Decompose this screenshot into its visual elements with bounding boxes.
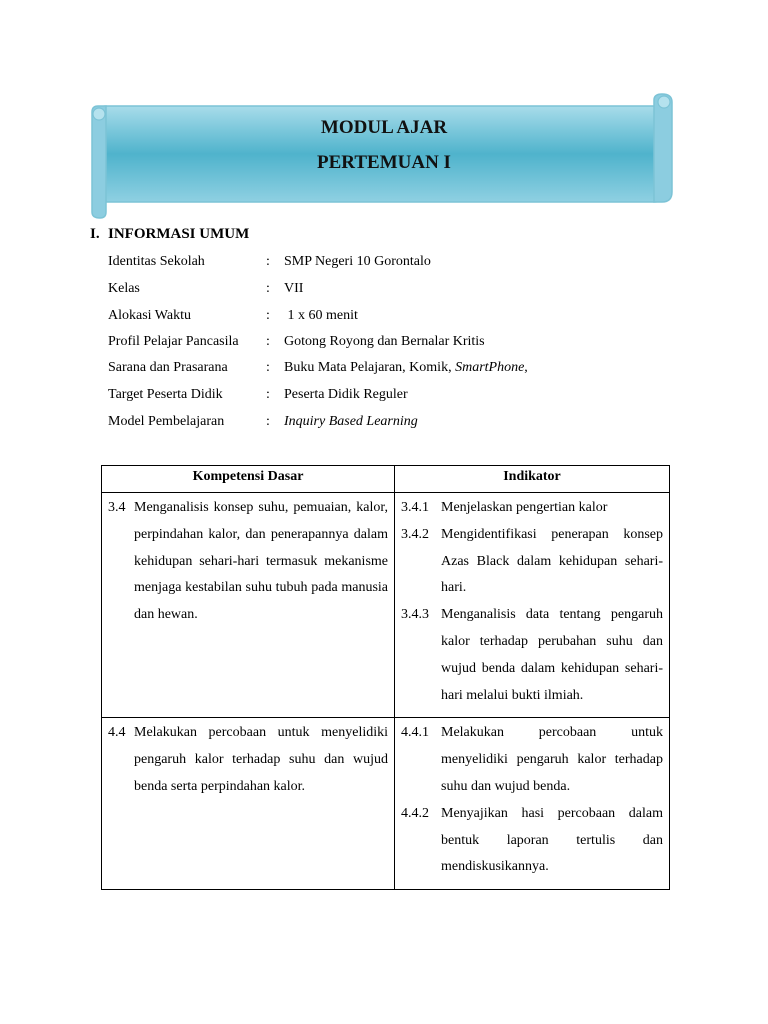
info-value: VII <box>284 281 304 296</box>
indicator-code: 4.4.2 <box>401 805 429 821</box>
kd-item <box>108 720 388 800</box>
indicator-item <box>401 522 663 602</box>
info-colon: : <box>266 254 270 269</box>
info-value-text: Buku Mata Pelajaran, Komik, <box>284 360 456 375</box>
table-header-row <box>102 466 670 493</box>
kd-code: 4.4 <box>108 725 126 741</box>
info-label: Target Peserta Didik <box>108 387 223 402</box>
meeting-title: PERTEMUAN I <box>317 152 451 173</box>
kd-code: 3.4 <box>108 500 126 515</box>
info-value-suffix: , <box>524 360 528 375</box>
info-label: Kelas <box>108 281 140 296</box>
kd-cell <box>102 718 395 890</box>
indicator-item <box>401 495 663 522</box>
info-colon: : <box>266 334 270 349</box>
section-title: INFORMASI UMUM <box>108 226 250 242</box>
section-heading <box>90 226 249 243</box>
info-value: Peserta Didik Reguler <box>284 387 408 402</box>
info-value: SMP Negeri 10 Gorontalo <box>284 254 431 269</box>
indicator-item <box>401 720 663 800</box>
info-colon: : <box>266 360 270 375</box>
info-label: Profil Pelajar Pancasila <box>108 334 239 349</box>
info-value <box>284 358 528 378</box>
indicator-cell <box>395 718 670 890</box>
kd-text: Menganalisis konsep suhu, pemuaian, kalor, perpindahan kalor, dan penerapannya dalam kehidupan sehari-hari termasuk mekanisme menjaga kestabilan suhu tubuh pada manusia dan hewan. <box>134 500 388 623</box>
info-colon: : <box>266 414 270 429</box>
info-colon: : <box>266 308 270 323</box>
indicator-item <box>401 602 663 709</box>
section-number: I. <box>90 226 100 242</box>
kd-text: Melakukan percobaan untuk menyelidiki pengaruh kalor terhadap suhu dan wujud benda serta perpindahan kalor. <box>134 725 388 794</box>
info-label: Alokasi Waktu <box>108 308 191 323</box>
indicator-code: 3.4.1 <box>401 500 429 515</box>
indicator-text: Menyajikan hasi percobaan dalam bentuk laporan tertulis dan mendiskusikannya. <box>441 805 663 875</box>
info-value: Inquiry Based Learning <box>284 414 418 429</box>
indicator-text: Melakukan percobaan untuk menyelidiki pengaruh kalor terhadap suhu dan wujud benda. <box>441 725 663 794</box>
header-kompetensi: Kompetensi Dasar <box>102 466 395 493</box>
info-label: Model Pembelajaran <box>108 414 225 429</box>
info-value-italic: SmartPhone <box>455 360 525 375</box>
indicator-text: Menganalisis data tentang pengaruh kalor terhadap perubahan suhu dan wujud benda dalam kehidupan sehari-hari melalui bukti ilmiah. <box>441 607 663 703</box>
kd-item <box>108 495 388 629</box>
info-value: 1 x 60 menit <box>284 308 358 323</box>
info-colon: : <box>266 281 270 296</box>
indicator-text: Mengidentifikasi penerapan konsep Azas Black dalam kehidupan sehari-hari. <box>441 526 663 596</box>
indicator-item <box>401 801 663 881</box>
indicator-code: 4.4.1 <box>401 725 429 741</box>
table-row <box>102 493 670 718</box>
competency-table <box>101 465 670 890</box>
info-label: Identitas Sekolah <box>108 254 205 269</box>
indicator-cell <box>395 493 670 718</box>
indicator-text: Menjelaskan pengertian kalor <box>441 500 608 515</box>
table-row <box>102 718 670 890</box>
indicator-code: 3.4.2 <box>401 526 429 542</box>
info-label: Sarana dan Prasarana <box>108 360 228 375</box>
kd-cell <box>102 493 395 718</box>
info-value: Gotong Royong dan Bernalar Kritis <box>284 334 485 349</box>
header-indikator: Indikator <box>395 466 670 493</box>
indicator-code: 3.4.3 <box>401 607 429 623</box>
info-colon: : <box>266 387 270 402</box>
modul-title: MODUL AJAR <box>320 117 448 138</box>
